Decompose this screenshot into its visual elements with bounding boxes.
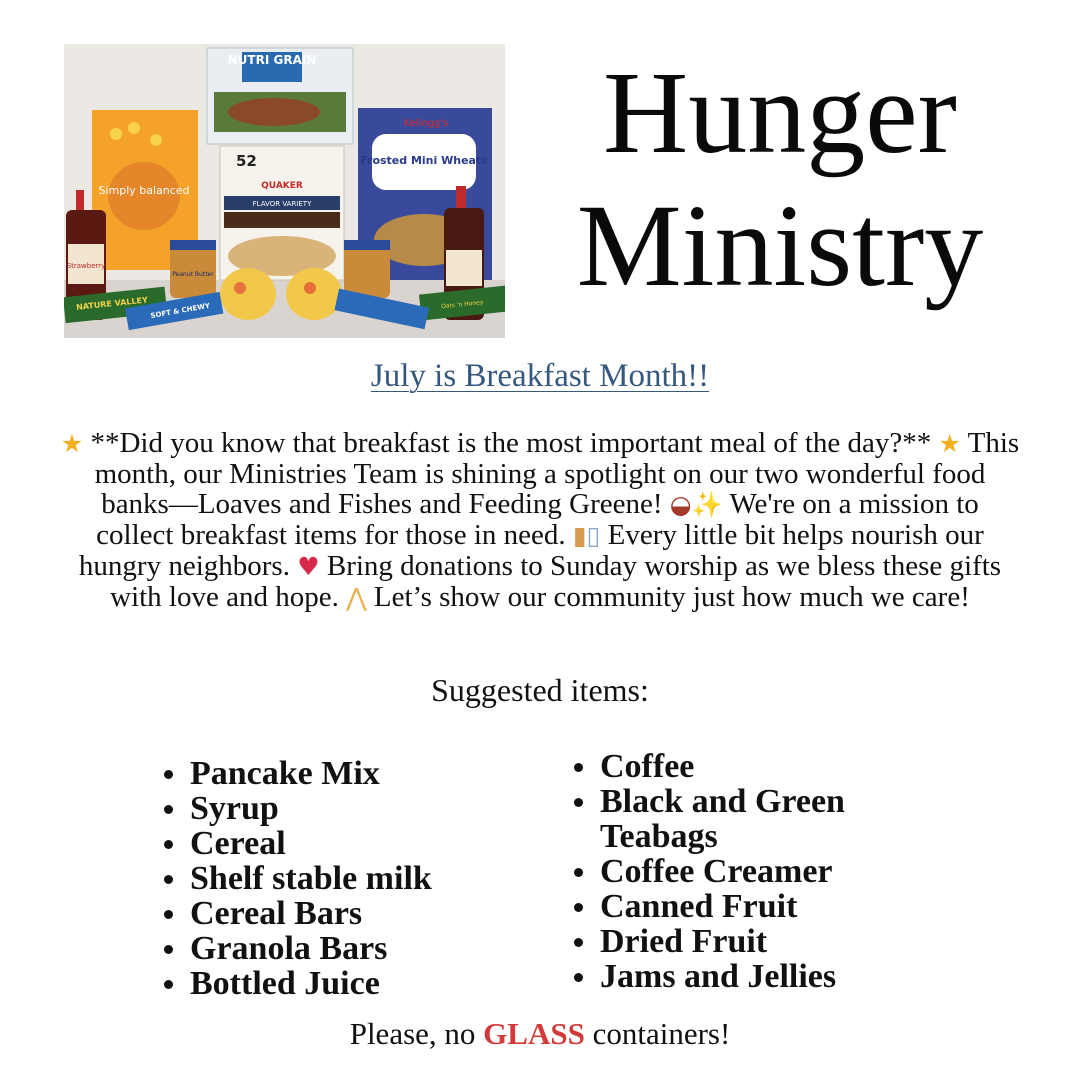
quaker-count-label: 52 bbox=[236, 152, 257, 170]
list-item: Cereal bbox=[160, 826, 490, 861]
list-item: Coffee bbox=[570, 749, 890, 784]
list-item: Pancake Mix bbox=[160, 756, 490, 791]
description-part-5: Bring donations to Sunday worship as we bless these gifts with love and hope. bbox=[110, 550, 1002, 613]
list-item: Granola Bars bbox=[160, 931, 490, 966]
bread-icon: ▮ bbox=[572, 521, 587, 550]
oats-honey-label: Oats 'n Honey bbox=[440, 298, 484, 311]
list-item: Shelf stable milk bbox=[160, 861, 490, 896]
title-line-1: Hunger bbox=[603, 47, 957, 178]
list-item: Syrup bbox=[160, 791, 490, 826]
flavor-variety-label: FLAVOR VARIETY bbox=[252, 200, 312, 208]
list-item: Cereal Bars bbox=[160, 896, 490, 931]
bowl-icon: ◒ bbox=[669, 490, 692, 519]
food-photo bbox=[64, 44, 505, 338]
glass-icon: ▯ bbox=[586, 521, 601, 550]
star-icon: ★ bbox=[938, 429, 961, 458]
sparkles-icon: ✨ bbox=[691, 490, 723, 519]
list-item: Dried Fruit bbox=[570, 924, 890, 959]
star-icon: ★ bbox=[60, 429, 84, 458]
kelloggs-label: Kellogg's bbox=[403, 118, 449, 129]
items-list-right bbox=[570, 749, 890, 994]
list-item: Coffee Creamer bbox=[570, 854, 890, 889]
description-paragraph bbox=[60, 428, 1020, 613]
description-part-1: **Did you know that breakfast is the most important meal of the day?** bbox=[83, 427, 939, 459]
glass-warning: GLASS bbox=[483, 1016, 585, 1051]
list-item: Black and Green Teabags bbox=[570, 784, 890, 854]
description-part-2: This month, our Ministries Team is shining a spotlight on our two wonderful food banks—Loaves and Fishes and Feeding Greene! bbox=[94, 427, 1020, 520]
quaker-label: QUAKER bbox=[261, 181, 303, 191]
note-after: containers! bbox=[584, 1016, 731, 1051]
description-part-4: Every little bit helps nourish our hungry neighbors. bbox=[78, 519, 984, 582]
page-title bbox=[540, 46, 1020, 313]
heart-icon: ♥ bbox=[297, 552, 320, 581]
no-glass-note bbox=[0, 1016, 1080, 1052]
items-list-left bbox=[160, 756, 490, 1001]
nutri-grain-label: NUTRI GRAIN bbox=[227, 53, 317, 67]
description-part-6: Let’s show our community just how much we care! bbox=[366, 581, 970, 613]
simply-balanced-label: Simply balanced bbox=[98, 184, 190, 197]
peanut-butter-label: Peanut Butter bbox=[172, 271, 214, 278]
mini-wheats-label: Frosted Mini Wheats bbox=[360, 154, 488, 167]
list-item: Jams and Jellies bbox=[570, 959, 890, 994]
title-line-2: Ministry bbox=[576, 180, 984, 312]
list-item: Bottled Juice bbox=[160, 966, 490, 1001]
breakfast-month-link[interactable]: July is Breakfast Month!! bbox=[370, 358, 710, 394]
note-before: Please, no bbox=[349, 1016, 484, 1051]
syrup-label: Strawberry bbox=[66, 262, 106, 270]
list-item: Canned Fruit bbox=[570, 889, 890, 924]
praying-hands-icon: ⋀ bbox=[346, 583, 367, 612]
suggested-items-heading: Suggested items: bbox=[431, 672, 649, 708]
nature-valley-left-label: NATURE VALLEY bbox=[75, 295, 149, 312]
description-part-3: We're on a mission to collect breakfast items for those in need. bbox=[96, 488, 979, 551]
soft-chewy-label: SOFT & CHEWY bbox=[149, 301, 211, 321]
